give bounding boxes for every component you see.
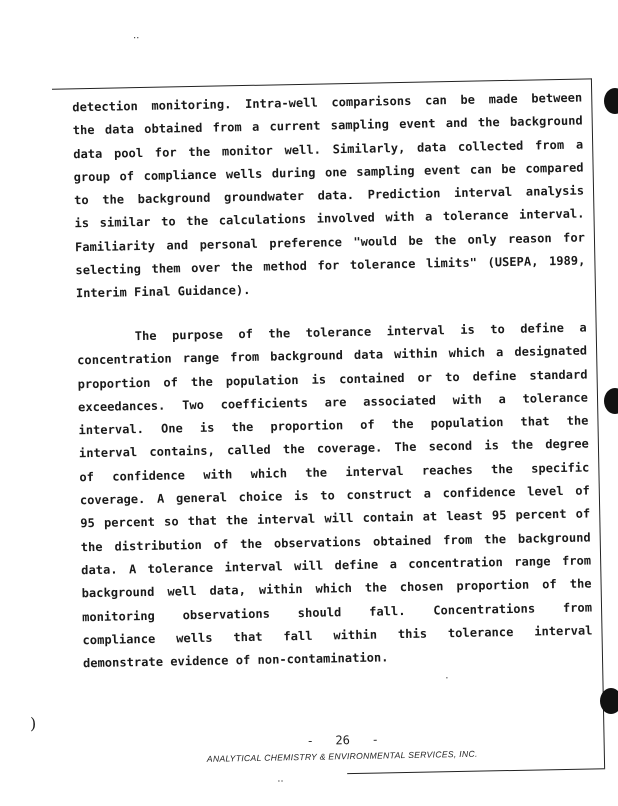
page-border-bottom xyxy=(347,768,605,774)
paragraph-2-line: the distribution of the observations obtained from the background xyxy=(80,530,591,554)
paragraph-2-line: interval contains, called the coverage. The second is the degree xyxy=(78,436,590,461)
paragraph-1-line: the data obtained from a current sampling event and the background xyxy=(72,113,583,138)
paragraph-2-line: monitoring observations should fall. Concentrations from xyxy=(81,599,593,624)
paragraph-1-line: detection monitoring. Intra-well comparisons can be made between xyxy=(72,90,583,115)
scan-speck: ·· xyxy=(277,776,284,788)
paragraph-1-line: is similar to the calculations involved with a tolerance interval. xyxy=(74,206,585,231)
paragraph-1-line: Familiarity and personal preference "would be the only reason for xyxy=(74,230,586,255)
paragraph-2-line: data. A tolerance interval will define a concentration range from xyxy=(81,553,592,578)
paragraph-1-line: Interim Final Guidance). xyxy=(75,283,251,301)
page-number xyxy=(306,733,379,748)
scan-speck: · xyxy=(445,673,449,685)
paragraph-2-line: coverage. A general choice is to construct a confidence level of xyxy=(79,483,590,508)
binder-hole-icon xyxy=(600,688,618,714)
page-number-value: 26 xyxy=(335,733,351,748)
paragraph-1-line: to the background groundwater data. Prediction interval analysis xyxy=(73,183,585,208)
paragraph-2-line: background well data, within which the chosen proportion of the xyxy=(81,576,592,601)
paragraph-1-line: selecting them over the method for tolerance limits" (USEPA, 1989, xyxy=(75,253,586,278)
margin-stray-mark-icon: ) xyxy=(30,714,37,733)
paragraph-1-line: group of compliance wells during one sampling event can be compared xyxy=(73,160,584,185)
paragraph-2-line: proportion of the population is contained or to define standard xyxy=(77,367,588,391)
paragraph-2 xyxy=(77,316,594,675)
paragraph-2-line: exceedances. Two coefficients are associated with a tolerance xyxy=(77,390,589,415)
paragraph-2-line: compliance wells that fall within this tolerance interval xyxy=(82,623,593,648)
paragraph-2-line: The purpose of the tolerance interval is to define a xyxy=(134,320,587,344)
paragraph-2-line: 95 percent so that the interval will contain at least 95 percent of xyxy=(80,506,591,531)
paragraph-1-line: data pool for the monitor well. Similarly, data collected from a xyxy=(73,137,584,161)
paragraph-2-line: of confidence with which the interval reaches the specific xyxy=(79,460,590,485)
paragraph-2-line: demonstrate evidence of non-contamination. xyxy=(82,650,389,671)
paragraph-1 xyxy=(72,87,586,306)
footer-company-name: ANALYTICAL CHEMISTRY & ENVIRONMENTAL SERVICES, INC. xyxy=(206,748,478,764)
paragraph-2-line: interval. One is the proportion of the population that the xyxy=(78,413,589,438)
scan-speck: ·· xyxy=(132,33,140,45)
page-number-dash-left: - xyxy=(306,733,314,748)
page-number-dash-right: - xyxy=(371,732,379,747)
paragraph-2-line: concentration range from background data within which a designated xyxy=(77,343,588,368)
